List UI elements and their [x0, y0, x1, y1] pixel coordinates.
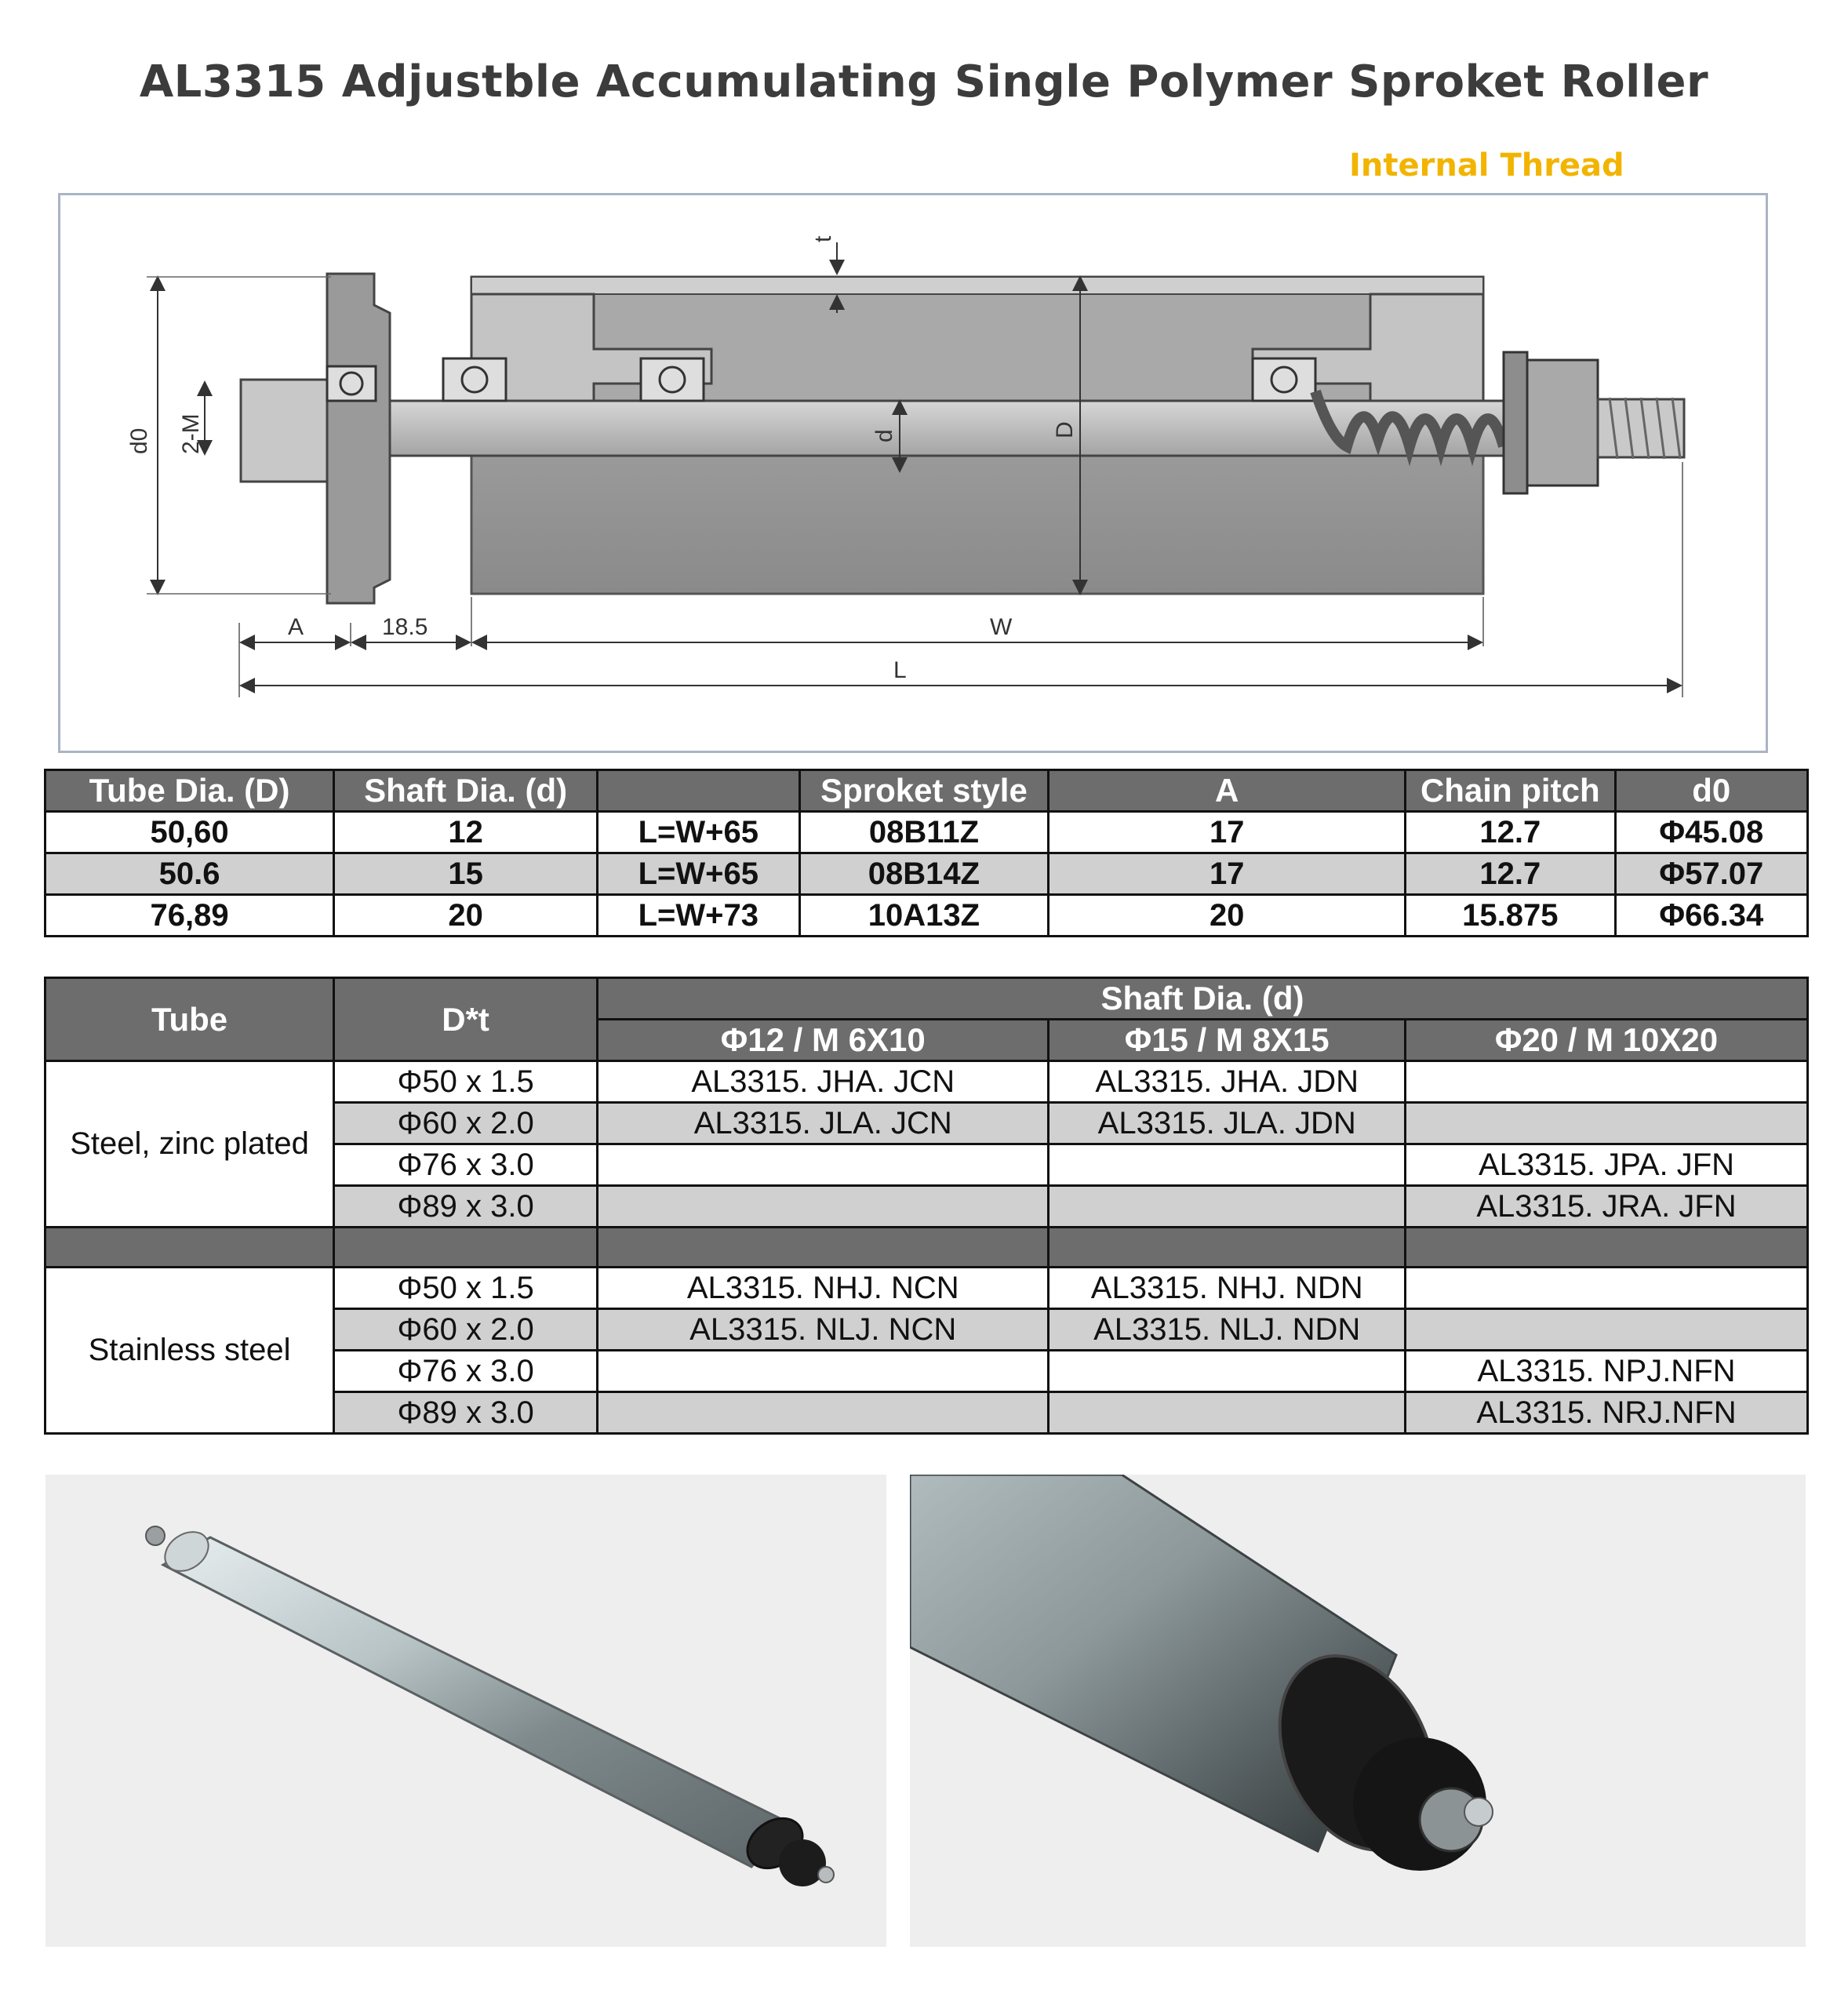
dim-label-D: D	[1052, 421, 1078, 438]
cell-model: AL3315. JHA. JDN	[1049, 1061, 1406, 1103]
cell-model: AL3315. JLA. JCN	[598, 1103, 1049, 1144]
cell-model	[1049, 1144, 1406, 1186]
model-table-header-row	[45, 978, 1808, 1020]
tube-group-stainless: Stainless steel	[45, 1268, 334, 1434]
cell-tube-dia: 50,60	[45, 812, 334, 853]
dim-label-d: d	[871, 429, 897, 442]
cell-model: AL3315. NPJ.NFN	[1406, 1351, 1808, 1392]
cell-tube-dia: 50.6	[45, 853, 334, 895]
dim-label-t: t	[810, 235, 836, 242]
col-header-shaft-dia-group: Shaft Dia. (d)	[598, 978, 1808, 1020]
cell-dt: Φ76 x 3.0	[334, 1144, 598, 1186]
cell-model	[1406, 1061, 1808, 1103]
dim-label-2m: 2-M	[178, 413, 204, 454]
subtitle-internal-thread: Internal Thread	[1349, 147, 1624, 184]
separator-row	[45, 1228, 1808, 1268]
spec-table-row	[45, 853, 1808, 895]
cell-model	[598, 1392, 1049, 1434]
spec-table-header-row	[45, 770, 1808, 812]
technical-drawing	[58, 193, 1768, 753]
table-row	[45, 1061, 1808, 1103]
col-header-shaft-15: Φ15 / M 8X15	[1049, 1020, 1406, 1061]
cell-tube-dia: 76,89	[45, 895, 334, 937]
col-header-tube-dia: Tube Dia. (D)	[45, 770, 334, 812]
product-photo-full-roller	[45, 1475, 886, 1947]
cell-sproket-style: 08B14Z	[799, 853, 1049, 895]
cell-model: AL3315. JRA. JFN	[1406, 1186, 1808, 1228]
spec-table-row	[45, 895, 1808, 937]
separator-cell	[1406, 1228, 1808, 1268]
model-table	[44, 977, 1809, 1435]
cell-chain-pitch: 12.7	[1406, 853, 1616, 895]
col-header-a: A	[1049, 770, 1406, 812]
dim-label-A: A	[288, 614, 304, 640]
separator-cell	[334, 1228, 598, 1268]
cell-model: AL3315. NRJ.NFN	[1406, 1392, 1808, 1434]
col-header-d0: d0	[1615, 770, 1807, 812]
col-header-shaft-dia: Shaft Dia. (d)	[334, 770, 598, 812]
cell-model	[1406, 1309, 1808, 1351]
col-header-length	[598, 770, 799, 812]
cell-model	[598, 1144, 1049, 1186]
cell-length: L=W+65	[598, 853, 799, 895]
cell-dt: Φ76 x 3.0	[334, 1351, 598, 1392]
sprocket-closeup-illustration	[910, 1475, 1806, 1947]
col-header-tube: Tube	[45, 978, 334, 1061]
spec-table-row	[45, 812, 1808, 853]
cell-dt: Φ50 x 1.5	[334, 1268, 598, 1309]
cell-model	[1049, 1186, 1406, 1228]
cell-model	[1049, 1392, 1406, 1434]
cell-dt: Φ60 x 2.0	[334, 1103, 598, 1144]
cell-d0: Φ45.08	[1615, 812, 1807, 853]
col-header-sproket-style: Sproket style	[799, 770, 1049, 812]
cell-a: 17	[1049, 853, 1406, 895]
dim-label-18-5: 18.5	[382, 614, 428, 640]
cell-chain-pitch: 15.875	[1406, 895, 1616, 937]
cell-dt: Φ50 x 1.5	[334, 1061, 598, 1103]
cell-d0: Φ66.34	[1615, 895, 1807, 937]
cell-chain-pitch: 12.7	[1406, 812, 1616, 853]
cell-model: AL3315. JLA. JDN	[1049, 1103, 1406, 1144]
roller-cross-section-drawing	[60, 195, 1766, 751]
cell-length: L=W+65	[598, 812, 799, 853]
page-title: AL3315 Adjustble Accumulating Single Polymer Sproket Roller	[139, 56, 1709, 107]
cell-shaft-dia: 20	[334, 895, 598, 937]
cell-shaft-dia: 12	[334, 812, 598, 853]
cell-sproket-style: 10A13Z	[799, 895, 1049, 937]
cell-dt: Φ60 x 2.0	[334, 1309, 598, 1351]
dim-label-L: L	[893, 657, 907, 683]
cell-model: AL3315. NLJ. NCN	[598, 1309, 1049, 1351]
separator-cell	[45, 1228, 334, 1268]
cell-model: AL3315. JHA. JCN	[598, 1061, 1049, 1103]
cell-shaft-dia: 15	[334, 853, 598, 895]
dim-label-W: W	[990, 614, 1013, 640]
cell-model	[598, 1351, 1049, 1392]
cell-d0: Φ57.07	[1615, 853, 1807, 895]
cell-a: 17	[1049, 812, 1406, 853]
product-photo-sprocket-closeup	[910, 1475, 1806, 1947]
dim-label-d0: d0	[126, 427, 152, 454]
cell-model: AL3315. NHJ. NDN	[1049, 1268, 1406, 1309]
separator-cell	[598, 1228, 1049, 1268]
cell-dt: Φ89 x 3.0	[334, 1186, 598, 1228]
cell-sproket-style: 08B11Z	[799, 812, 1049, 853]
cell-model	[1049, 1351, 1406, 1392]
col-header-chain-pitch: Chain pitch	[1406, 770, 1616, 812]
table-row	[45, 1268, 1808, 1309]
cell-model	[598, 1186, 1049, 1228]
cell-model: AL3315. JPA. JFN	[1406, 1144, 1808, 1186]
tube-group-steel: Steel, zinc plated	[45, 1061, 334, 1228]
cell-model: AL3315. NHJ. NCN	[598, 1268, 1049, 1309]
col-header-shaft-12: Φ12 / M 6X10	[598, 1020, 1049, 1061]
cell-length: L=W+73	[598, 895, 799, 937]
cell-model	[1406, 1268, 1808, 1309]
col-header-dt: D*t	[334, 978, 598, 1061]
cell-model	[1406, 1103, 1808, 1144]
cell-a: 20	[1049, 895, 1406, 937]
roller-photo-illustration	[45, 1475, 886, 1947]
cell-model: AL3315. NLJ. NDN	[1049, 1309, 1406, 1351]
col-header-shaft-20: Φ20 / M 10X20	[1406, 1020, 1808, 1061]
cell-dt: Φ89 x 3.0	[334, 1392, 598, 1434]
separator-cell	[1049, 1228, 1406, 1268]
spec-table	[44, 769, 1809, 937]
